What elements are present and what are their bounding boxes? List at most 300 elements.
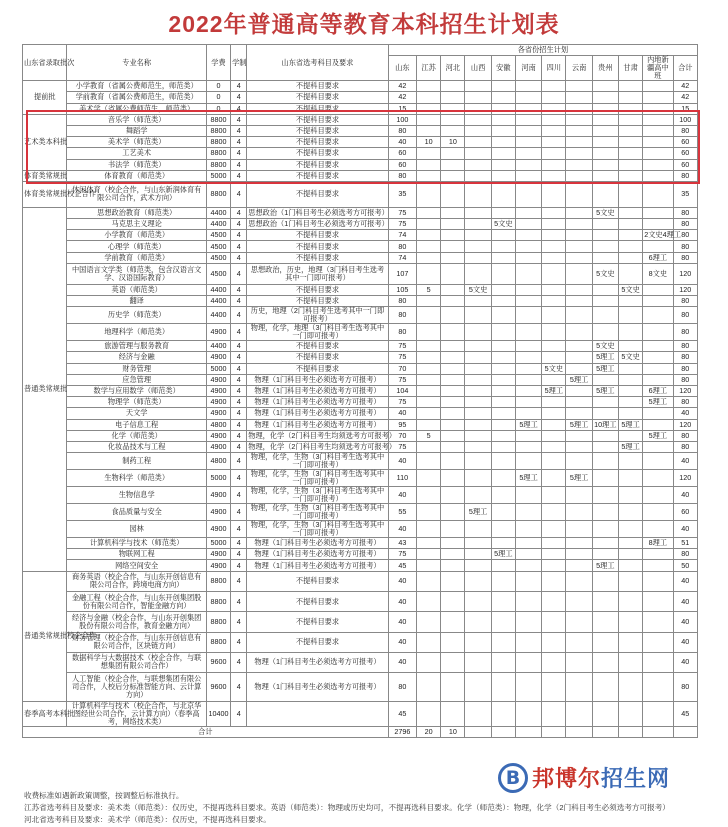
site-logo-icon: B	[498, 763, 528, 793]
quota-cell	[566, 560, 592, 571]
major-cell: 学前教育（师范类）	[67, 252, 206, 263]
subject-cell	[247, 702, 388, 727]
quota-cell: 40	[388, 137, 416, 148]
quota-cell	[515, 430, 541, 441]
quota-cell: 40	[388, 408, 416, 419]
quota-cell: 5理工	[515, 419, 541, 430]
quota-cell: 42	[388, 92, 416, 103]
quota-cell	[643, 453, 673, 470]
quota-cell	[566, 324, 592, 341]
quota-cell	[416, 92, 440, 103]
total-cell: 80	[673, 430, 697, 441]
quota-cell	[592, 374, 618, 385]
quota-cell: 5理工	[592, 363, 618, 374]
sum-cell	[491, 727, 515, 738]
years-cell: 4	[231, 397, 247, 408]
subject-cell: 不提科目要求	[247, 170, 388, 181]
quota-cell	[416, 549, 440, 560]
quota-cell	[566, 92, 592, 103]
subject-cell: 物理（1门科目考生必须选考方可报考）	[247, 408, 388, 419]
sum-cell	[592, 727, 618, 738]
quota-cell	[416, 419, 440, 430]
quota-cell	[592, 702, 618, 727]
major-cell: 书法学（师范类）	[67, 159, 206, 170]
quota-cell	[643, 560, 673, 571]
quota-cell	[643, 632, 673, 652]
header-row	[23, 45, 698, 56]
table-row	[23, 504, 698, 521]
total-cell: 80	[673, 207, 697, 218]
fee-cell: 10400	[206, 702, 230, 727]
province-header: 山东	[388, 56, 416, 81]
total-cell: 60	[673, 504, 697, 521]
years-cell: 4	[231, 159, 247, 170]
major-cell: 人工智能（校企合作，与联想集团有限公司合作，人校后分标准智能方向、云计算方向）	[67, 673, 206, 702]
quota-cell	[643, 612, 673, 632]
quota-cell	[465, 352, 491, 363]
quota-cell	[416, 219, 440, 230]
quota-cell	[566, 81, 592, 92]
quota-cell	[465, 341, 491, 352]
quota-cell	[643, 549, 673, 560]
fee-cell: 8800	[206, 632, 230, 652]
province-header: 山西	[465, 56, 491, 81]
quota-cell	[491, 296, 515, 307]
quota-cell	[643, 702, 673, 727]
quota-cell	[542, 571, 566, 591]
quota-cell	[491, 307, 515, 324]
quota-cell	[441, 673, 465, 702]
quota-cell	[618, 470, 642, 487]
years-cell: 4	[231, 549, 247, 560]
batch-cell: 春季高考本科批	[23, 702, 67, 727]
years-cell: 4	[231, 652, 247, 672]
batch-header: 山东省录取批次	[23, 45, 67, 81]
quota-cell	[542, 538, 566, 549]
quota-cell	[566, 363, 592, 374]
total-cell: 120	[673, 284, 697, 295]
years-cell: 4	[231, 125, 247, 136]
subject-cell: 思想政治（1门科目考生必须选考方可报考）	[248, 207, 389, 217]
subject-cell: 物理，化学，生物（3门科目考生选考其中一门即可报考）	[247, 470, 388, 487]
quota-cell	[618, 241, 642, 252]
table-row	[23, 252, 698, 263]
total-cell: 51	[673, 538, 697, 549]
quota-cell	[491, 374, 515, 385]
quota-cell	[441, 363, 465, 374]
quota-cell	[465, 470, 491, 487]
quota-cell	[515, 538, 541, 549]
quota-cell	[441, 571, 465, 591]
fee-cell: 4400	[206, 307, 230, 324]
quota-cell	[566, 307, 592, 324]
quota-cell	[416, 241, 440, 252]
total-cell: 80	[673, 170, 697, 181]
quota-cell: 10理工	[594, 419, 617, 429]
table-row	[23, 352, 698, 363]
table-row	[23, 702, 698, 727]
note-line: 江苏省选考科目及要求：美术类（师范类）：仅历史，不提再选科目要求。英语（师范类）：物理或历史均可，不提再选科目要求。化学（师范类）：物理，化学（2门科目考生必须选考方可报考）	[24, 803, 670, 812]
quota-cell: 5文史	[592, 207, 618, 218]
quota-cell	[416, 324, 440, 341]
fee-cell: 4400	[206, 219, 230, 230]
subject-cell: 不提科目要求	[247, 241, 388, 252]
quota-cell: 5理工	[566, 419, 592, 430]
subject-cell: 物理，化学，生物（3门科目考生选考其中一门即可报考）	[247, 453, 388, 470]
quota-cell	[566, 430, 592, 441]
quota-cell	[465, 307, 491, 324]
quota-cell: 5理工	[643, 430, 673, 441]
quota-cell	[416, 453, 440, 470]
quota-cell	[542, 521, 566, 538]
quota-cell	[566, 549, 592, 560]
quota-cell: 5理工	[618, 419, 642, 430]
fee-cell: 4500	[206, 230, 230, 241]
total-cell: 40	[673, 487, 697, 504]
quota-cell	[441, 538, 465, 549]
total-cell: 15	[673, 103, 697, 114]
quota-cell	[491, 441, 515, 452]
major-cell: 休闲体育（校企合作，与山东新润体育有限公司合作，武术方向）	[67, 181, 206, 207]
major-cell: 中国语言文学类（师范类，包含汉语言文学、汉语国际教育）	[67, 263, 206, 284]
table-row	[23, 385, 698, 396]
subject-cell: 物理（1门科目考生必须选考方可报考）	[247, 385, 388, 396]
quota-cell	[515, 181, 541, 207]
quota-cell	[592, 307, 618, 324]
quota-cell	[643, 419, 673, 430]
quota-cell	[465, 363, 491, 374]
quota-cell	[441, 441, 465, 452]
total-cell: 80	[673, 241, 697, 252]
quota-cell	[643, 341, 673, 352]
major-cell: 财务管理（校企合作，与山东开创信息有限公司合作，区块链方向）	[67, 632, 206, 652]
subject-cell: 不提科目要求	[247, 81, 388, 92]
provinces-group-header: 各省份招生计划	[388, 45, 697, 56]
quota-cell: 110	[388, 470, 416, 487]
quota-cell	[542, 81, 566, 92]
fee-cell: 4900	[206, 352, 230, 363]
quota-cell	[491, 263, 515, 284]
major-cell: 网络空间安全	[67, 560, 206, 571]
subject-cell: 思想政治（1门科目考生必须选考方可报考）	[248, 219, 389, 229]
years-cell: 4	[231, 207, 247, 218]
quota-cell	[515, 252, 541, 263]
major-cell: 化妆品技术与工程	[67, 441, 206, 452]
quota-cell	[515, 241, 541, 252]
quota-cell	[618, 296, 642, 307]
quota-cell	[542, 252, 566, 263]
quota-cell	[515, 207, 541, 218]
quota-cell	[515, 385, 541, 396]
subject-cell: 不提科目要求	[247, 341, 388, 352]
quota-cell: 5文史	[592, 263, 618, 284]
table-row	[23, 430, 698, 441]
years-cell: 4	[231, 430, 247, 441]
quota-cell: 107	[388, 263, 416, 284]
major-cell: 美术学（省属公费师范生，师范类）	[67, 103, 206, 114]
table-row	[23, 652, 698, 672]
table-row	[23, 453, 698, 470]
quota-cell: 5理工	[491, 549, 515, 560]
quota-cell	[465, 673, 491, 702]
quota-cell	[592, 241, 618, 252]
quota-cell	[441, 521, 465, 538]
major-cell: 翻译	[67, 296, 206, 307]
quota-cell	[542, 324, 566, 341]
quota-cell	[542, 549, 566, 560]
quota-cell	[491, 673, 515, 702]
quota-cell	[515, 374, 541, 385]
quota-cell	[618, 652, 642, 672]
subject-cell: 不提科目要求	[247, 363, 388, 374]
quota-cell	[441, 632, 465, 652]
quota-cell	[643, 521, 673, 538]
major-cell: 地理科学（师范类）	[67, 324, 206, 341]
table-row	[23, 81, 698, 92]
quota-cell	[416, 571, 440, 591]
quota-cell: 40	[388, 612, 416, 632]
table-row	[23, 521, 698, 538]
years-cell: 4	[231, 170, 247, 181]
quota-cell	[592, 324, 618, 341]
quota-cell	[542, 263, 566, 284]
years-cell: 4	[231, 363, 247, 374]
sum-cell	[515, 727, 541, 738]
table-row	[23, 632, 698, 652]
years-cell: 4	[231, 441, 247, 452]
fee-cell: 5000	[206, 170, 230, 181]
years-cell: 4	[231, 632, 247, 652]
quota-cell	[441, 652, 465, 672]
table-row	[23, 307, 698, 324]
major-cell: 计算机科学与技术（师范类）	[67, 538, 206, 549]
major-cell: 商务英语（校企合作，与山东开创信息有限公司合作，跨境电商方向）	[67, 571, 206, 591]
quota-cell: 5理工	[592, 385, 618, 396]
total-cell: 100	[673, 114, 697, 125]
years-cell: 4	[231, 296, 247, 307]
quota-cell	[465, 219, 491, 230]
quota-cell	[441, 219, 465, 230]
quota-cell	[515, 487, 541, 504]
quota-cell: 10	[416, 137, 440, 148]
quota-cell	[465, 632, 491, 652]
major-cell: 制药工程	[67, 453, 206, 470]
quota-cell	[618, 521, 642, 538]
quota-cell	[465, 430, 491, 441]
quota-cell	[441, 385, 465, 396]
fee-cell: 4900	[206, 487, 230, 504]
batch-cell: 提前批	[23, 81, 67, 115]
major-cell: 计算机科学与技术（校企合作，与北京华图经世公司合作，云计算方向）（春季高考，网络技术类）	[67, 702, 206, 727]
quota-cell	[618, 571, 642, 591]
quota-cell	[592, 408, 618, 419]
total-cell: 40	[673, 408, 697, 419]
quota-cell	[542, 341, 566, 352]
quota-cell: 40	[388, 487, 416, 504]
years-cell: 4	[231, 324, 247, 341]
years-cell: 4	[231, 374, 247, 385]
quota-cell: 70	[388, 430, 416, 441]
quota-cell: 5	[416, 284, 440, 295]
quota-cell: 80	[388, 296, 416, 307]
years-cell: 4	[231, 453, 247, 470]
quota-cell	[643, 673, 673, 702]
province-header: 甘肃	[618, 56, 642, 81]
quota-cell	[643, 441, 673, 452]
quota-cell	[491, 652, 515, 672]
quota-cell	[416, 397, 440, 408]
quota-cell	[465, 612, 491, 632]
fee-cell: 4500	[206, 241, 230, 252]
quota-cell	[592, 487, 618, 504]
fee-cell: 4500	[206, 263, 230, 284]
quota-cell	[515, 652, 541, 672]
subject-cell: 物理（1门科目考生必须选考方可报考）	[247, 538, 388, 549]
years-cell: 4	[231, 702, 247, 727]
quota-cell	[465, 374, 491, 385]
quota-cell	[465, 408, 491, 419]
quota-cell	[416, 702, 440, 727]
quota-cell	[491, 385, 515, 396]
years-cell: 4	[231, 352, 247, 363]
quota-cell	[542, 487, 566, 504]
quota-cell	[441, 702, 465, 727]
major-cell: 园林	[67, 521, 206, 538]
quota-cell	[416, 252, 440, 263]
quota-cell	[465, 385, 491, 396]
quota-cell	[441, 470, 465, 487]
major-cell: 天文学	[67, 408, 206, 419]
years-cell: 4	[231, 408, 247, 419]
quota-cell: 40	[388, 453, 416, 470]
batch-cell: 艺术类本科批	[23, 114, 67, 170]
total-cell: 60	[673, 137, 697, 148]
sum-cell	[465, 727, 491, 738]
quota-cell	[465, 487, 491, 504]
quota-cell	[592, 296, 618, 307]
quota-cell: 70	[388, 363, 416, 374]
quota-cell	[515, 560, 541, 571]
quota-cell	[416, 673, 440, 702]
quota-cell	[441, 374, 465, 385]
quota-cell	[592, 181, 618, 207]
batch-cell: 普通类常规批校企合作	[23, 571, 67, 701]
quota-cell	[491, 252, 515, 263]
major-cell: 美术学（师范类）	[67, 137, 206, 148]
quota-cell: 40	[388, 591, 416, 611]
total-cell: 80	[673, 252, 697, 263]
quota-cell: 5理工	[592, 352, 618, 363]
quota-cell	[465, 241, 491, 252]
total-cell: 80	[673, 219, 697, 230]
total-cell: 80	[673, 125, 697, 136]
quota-cell: 60	[388, 148, 416, 159]
quota-cell	[542, 374, 566, 385]
major-cell: 历史学（师范类）	[67, 307, 206, 324]
fee-cell: 0	[206, 81, 230, 92]
quota-cell	[643, 652, 673, 672]
quota-cell	[542, 408, 566, 419]
quota-cell	[491, 560, 515, 571]
total-cell: 80	[673, 324, 697, 341]
major-cell: 金融工程（校企合作，与山东开创集团股份有限公司合作，智能金融方向）	[67, 591, 206, 611]
table-row	[23, 241, 698, 252]
quota-cell	[542, 219, 566, 230]
quota-cell	[441, 241, 465, 252]
province-header: 四川	[542, 56, 566, 81]
art-batch-highlight	[26, 110, 700, 184]
total-cell: 120	[673, 385, 697, 396]
total-cell: 80	[673, 341, 697, 352]
major-cell: 数据科学与大数据技术（校企合作，与联想集团有限公司合作）	[67, 652, 206, 672]
years-cell: 4	[231, 560, 247, 571]
quota-cell	[465, 230, 491, 241]
major-cell: 化学（师范类）	[67, 430, 206, 441]
province-header: 贵州	[592, 56, 618, 81]
subject-cell: 不提科目要求	[247, 148, 388, 159]
quota-cell	[465, 324, 491, 341]
quota-cell	[416, 521, 440, 538]
quota-cell	[416, 81, 440, 92]
quota-cell	[566, 397, 592, 408]
quota-cell	[416, 307, 440, 324]
major-cell: 物理学（师范类）	[67, 397, 206, 408]
sum-cell: 10	[441, 727, 465, 738]
quota-cell	[416, 408, 440, 419]
quota-cell	[542, 241, 566, 252]
quota-cell	[491, 612, 515, 632]
batch-cell: 体育类常规批校企合作	[23, 181, 67, 207]
quota-cell	[566, 341, 592, 352]
total-cell: 60	[673, 159, 697, 170]
table-row	[23, 324, 698, 341]
quota-cell	[465, 702, 491, 727]
quota-cell	[542, 430, 566, 441]
quota-cell	[566, 453, 592, 470]
fee-cell: 8800	[206, 571, 230, 591]
major-cell: 体育教育（师范类）	[67, 170, 206, 181]
quota-cell	[491, 363, 515, 374]
quota-cell	[618, 453, 642, 470]
quota-cell: 74	[388, 230, 416, 241]
quota-cell: 5理工	[618, 441, 642, 452]
quota-cell: 40	[388, 521, 416, 538]
table-row	[23, 363, 698, 374]
quota-cell	[592, 430, 618, 441]
note-line: 收费标准如遇新政策调整，按调整后标准执行。	[24, 791, 184, 800]
fee-cell: 4900	[206, 408, 230, 419]
quota-cell: 80	[388, 241, 416, 252]
years-cell: 4	[231, 230, 247, 241]
quota-cell	[416, 652, 440, 672]
total-cell: 80	[673, 374, 697, 385]
major-cell: 数学与应用数学（师范类）	[67, 385, 206, 396]
quota-cell: 5	[416, 430, 440, 441]
quota-cell	[465, 441, 491, 452]
quota-cell	[566, 296, 592, 307]
quota-cell	[643, 374, 673, 385]
quota-cell: 75	[388, 341, 416, 352]
quota-cell	[491, 408, 515, 419]
quota-cell	[465, 560, 491, 571]
quota-cell	[592, 632, 618, 652]
quota-cell	[592, 538, 618, 549]
subject-cell: 不提科目要求	[247, 92, 388, 103]
quota-cell	[618, 263, 642, 284]
quota-cell	[416, 385, 440, 396]
quota-cell	[441, 341, 465, 352]
quota-cell	[592, 571, 618, 591]
